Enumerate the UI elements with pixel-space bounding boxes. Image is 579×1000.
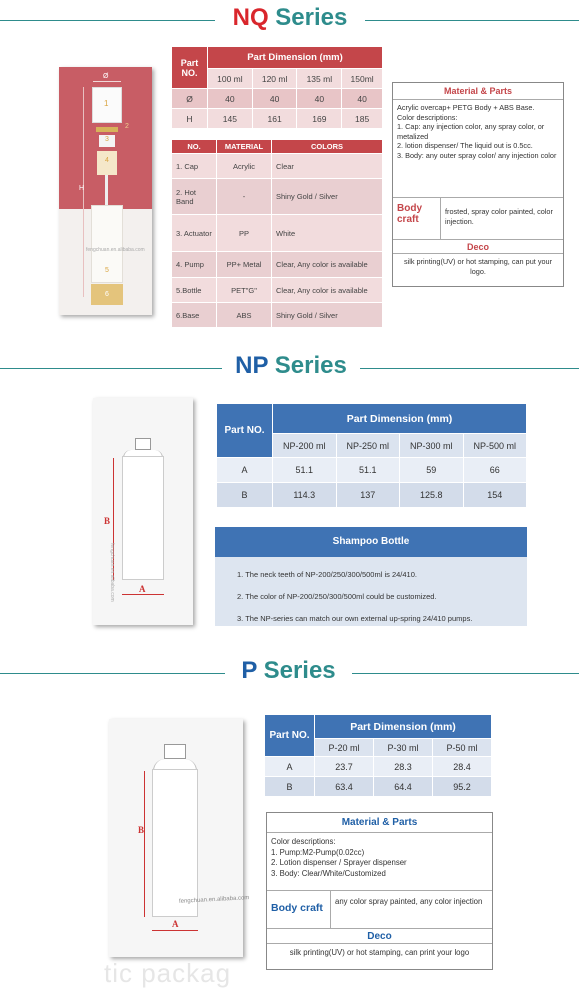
np-bottle-neck (135, 438, 151, 450)
nq-mat-colors: Clear (272, 154, 383, 179)
nq-title-b: Series (275, 4, 348, 31)
np-cell: 51.1 (273, 458, 337, 483)
np-cell: 66 (463, 458, 527, 483)
p-row-label: A (265, 757, 315, 777)
np-title-line-left (0, 368, 222, 369)
nq-mat-material: Acrylic (217, 154, 272, 179)
nq-label-h: H (79, 185, 85, 192)
p-cell: 23.7 (315, 757, 374, 777)
p-product-image (109, 719, 250, 957)
nq-mat-material: - (217, 179, 272, 215)
p-size: P-30 ml (373, 739, 432, 757)
p-title-a: P (241, 657, 257, 684)
p-bottle-body (152, 769, 198, 917)
bottom-watermark: tic packag (104, 958, 232, 988)
nq-mat-material: ABS (217, 303, 272, 328)
nq-part-no-header: Part NO. (172, 47, 208, 89)
nq-label-2: 2 (125, 123, 129, 130)
nq-label-5: 5 (105, 267, 109, 274)
p-dimension-header: Part Dimension (mm) (315, 715, 492, 739)
p-deco-header: Deco (267, 928, 492, 944)
nq-cell: 161 (252, 109, 297, 129)
nq-title-a: NQ (232, 4, 269, 31)
p-label-a: A (172, 919, 179, 929)
nq-title-line-right (365, 20, 579, 21)
np-dimension-table (216, 403, 527, 508)
nq-material-header: Material & Parts (393, 83, 563, 100)
p-body-craft-label: Body craft (267, 891, 331, 928)
nq-desc-line: Color descriptions: (397, 112, 458, 122)
p-size: P-20 ml (315, 739, 374, 757)
p-a-line (152, 930, 198, 931)
nq-mat-header-no: NO. (172, 140, 217, 154)
p-deco-value: silk printing(UV) or hot stamping, can print your logo (289, 948, 470, 957)
np-label-a: A (139, 584, 146, 594)
np-cell: 114.3 (273, 483, 337, 508)
np-shampoo-box (215, 527, 527, 626)
nq-cell: 40 (208, 89, 253, 109)
nq-label-4: 4 (105, 157, 109, 164)
p-desc-line: 1. Pump:M2-Pump(0.02cc) (271, 847, 365, 857)
nq-mat-material: PET"G" (217, 278, 272, 303)
nq-desc-line: 3. Body: any outer spray color/ any injection color (397, 150, 557, 160)
np-title (222, 352, 360, 380)
nq-mat-no: 5.Bottle (172, 278, 217, 303)
nq-size-150: 150ml (342, 69, 383, 89)
nq-label-3: 3 (105, 136, 109, 143)
np-size: NP-250 ml (336, 434, 400, 458)
p-body-craft-row (267, 890, 492, 928)
nq-size-120: 120 ml (252, 69, 297, 89)
nq-material-box (392, 82, 564, 287)
p-desc-line: Color descriptions: (271, 837, 336, 846)
np-cell: 59 (400, 458, 464, 483)
nq-desc-line: 2. lotion dispenser/ The liquid out is 0.5cc. (397, 141, 533, 150)
nq-mat-header-material: MATERIAL (217, 140, 272, 154)
nq-desc-line: Acrylic overcap+ PETG Body + ABS Base. (397, 103, 535, 112)
nq-mat-no: 6.Base (172, 303, 217, 328)
nq-mat-material: PP (217, 215, 272, 252)
p-cell: 64.4 (373, 777, 432, 797)
np-a-line (122, 594, 164, 595)
nq-desc-line: 1. Cap: any injection color, any spray color, or metalized (397, 122, 545, 141)
np-shampoo-item: 3. The NP-series can match our own external up-spring 24/410 pumps. (237, 614, 473, 623)
p-b-line (144, 771, 145, 917)
p-title-line-left (0, 673, 225, 674)
nq-mat-material: PP+ Metal (217, 252, 272, 278)
nq-label-6: 6 (105, 291, 109, 298)
nq-material-desc (393, 100, 563, 197)
nq-dimension-table (171, 46, 383, 129)
nq-pump-tube (105, 175, 108, 205)
np-cell: 154 (463, 483, 527, 508)
p-title (225, 657, 352, 685)
np-cell: 137 (336, 483, 400, 508)
nq-mat-no: 1. Cap (172, 154, 217, 179)
np-dimension-header: Part Dimension (mm) (273, 404, 527, 434)
p-row-label: B (265, 777, 315, 797)
p-label-b: B (138, 825, 145, 835)
p-title-line-right (352, 673, 579, 674)
p-size: P-50 ml (432, 739, 491, 757)
nq-cell: 185 (342, 109, 383, 129)
p-bottle-neck (164, 744, 186, 759)
nq-hot-band (96, 127, 118, 132)
nq-mat-no: 3. Actuator (172, 215, 217, 252)
nq-body-craft-label: Body craft (393, 198, 441, 239)
nq-body-craft-row (393, 197, 563, 239)
nq-h-line (83, 87, 84, 297)
np-shampoo-item: 1. The neck teeth of NP-200/250/300/500ml is 24/410. (237, 570, 417, 579)
np-bottle-body (122, 456, 164, 580)
np-cell: 125.8 (400, 483, 464, 508)
nq-dim-arrow (93, 81, 121, 82)
nq-row-label: Ø (172, 89, 208, 109)
nq-body-craft-value: frosted, spray color painted, color injection. (445, 207, 553, 226)
nq-watermark: fengchuan.en.alibaba.com (86, 247, 145, 253)
np-part-no-header: Part NO. (217, 404, 273, 458)
np-shampoo-list (215, 557, 527, 630)
p-body-craft-value: any color spray painted, any color injection (335, 897, 483, 906)
p-cell: 95.2 (432, 777, 491, 797)
nq-mat-colors: Shiny Gold / Silver (272, 179, 383, 215)
nq-cell: 145 (208, 109, 253, 129)
nq-mat-colors: Clear, Any color is available (272, 252, 383, 278)
nq-mat-header-colors: COLORS (272, 140, 383, 154)
p-material-header: Material & Parts (267, 813, 492, 833)
p-desc-line: 3. Body: Clear/White/Customized (271, 868, 386, 878)
np-size: NP-500 ml (463, 434, 527, 458)
nq-mat-colors: Shiny Gold / Silver (272, 303, 383, 328)
nq-material-table (171, 139, 383, 328)
p-cell: 63.4 (315, 777, 374, 797)
np-label-b: B (104, 516, 111, 526)
nq-mat-colors: White (272, 215, 383, 252)
np-title-a: NP (235, 352, 269, 379)
nq-label-1: 1 (104, 99, 109, 108)
nq-title (215, 4, 365, 32)
np-product-image (93, 398, 193, 625)
np-shampoo-item: 2. The color of NP-200/250/300/500ml could be customized. (237, 592, 437, 601)
nq-size-100: 100 ml (208, 69, 253, 89)
nq-cell: 40 (297, 89, 342, 109)
p-cell: 28.3 (373, 757, 432, 777)
nq-mat-no: 4. Pump (172, 252, 217, 278)
np-title-b: Series (274, 352, 347, 379)
nq-mat-colors: Clear, Any color is available (272, 278, 383, 303)
p-material-box (266, 812, 493, 970)
np-row-label: A (217, 458, 273, 483)
np-row-label: B (217, 483, 273, 508)
nq-dim-symbol: Ø (103, 73, 109, 80)
nq-product-image (59, 67, 152, 315)
nq-size-135: 135 ml (297, 69, 342, 89)
p-desc-line: 2. Lotion dispenser / Sprayer dispenser (271, 858, 407, 867)
np-cell: 51.1 (336, 458, 400, 483)
p-part-no-header: Part NO. (265, 715, 315, 757)
p-cell: 28.4 (432, 757, 491, 777)
p-dimension-table (264, 714, 492, 797)
nq-cell: 40 (342, 89, 383, 109)
nq-dimension-header: Part Dimension (mm) (208, 47, 383, 69)
nq-mat-no: 2. Hot Band (172, 179, 217, 215)
np-size: NP-300 ml (400, 434, 464, 458)
np-shampoo-header: Shampoo Bottle (215, 527, 527, 557)
nq-deco-header: Deco (393, 239, 563, 254)
nq-cell: 169 (297, 109, 342, 129)
p-watermark: fengchuan.en.alibaba.com (178, 895, 250, 905)
np-size: NP-200 ml (273, 434, 337, 458)
np-watermark: fengchuan.en.alibaba.com (109, 543, 115, 602)
p-material-desc (267, 833, 492, 890)
p-title-b: Series (263, 657, 336, 684)
nq-title-line-left (0, 20, 215, 21)
nq-deco-value: silk printing(UV) or hot stamping, can put your logo. (403, 257, 553, 276)
nq-row-label: H (172, 109, 208, 129)
nq-cell: 40 (252, 89, 297, 109)
np-title-line-right (360, 368, 579, 369)
